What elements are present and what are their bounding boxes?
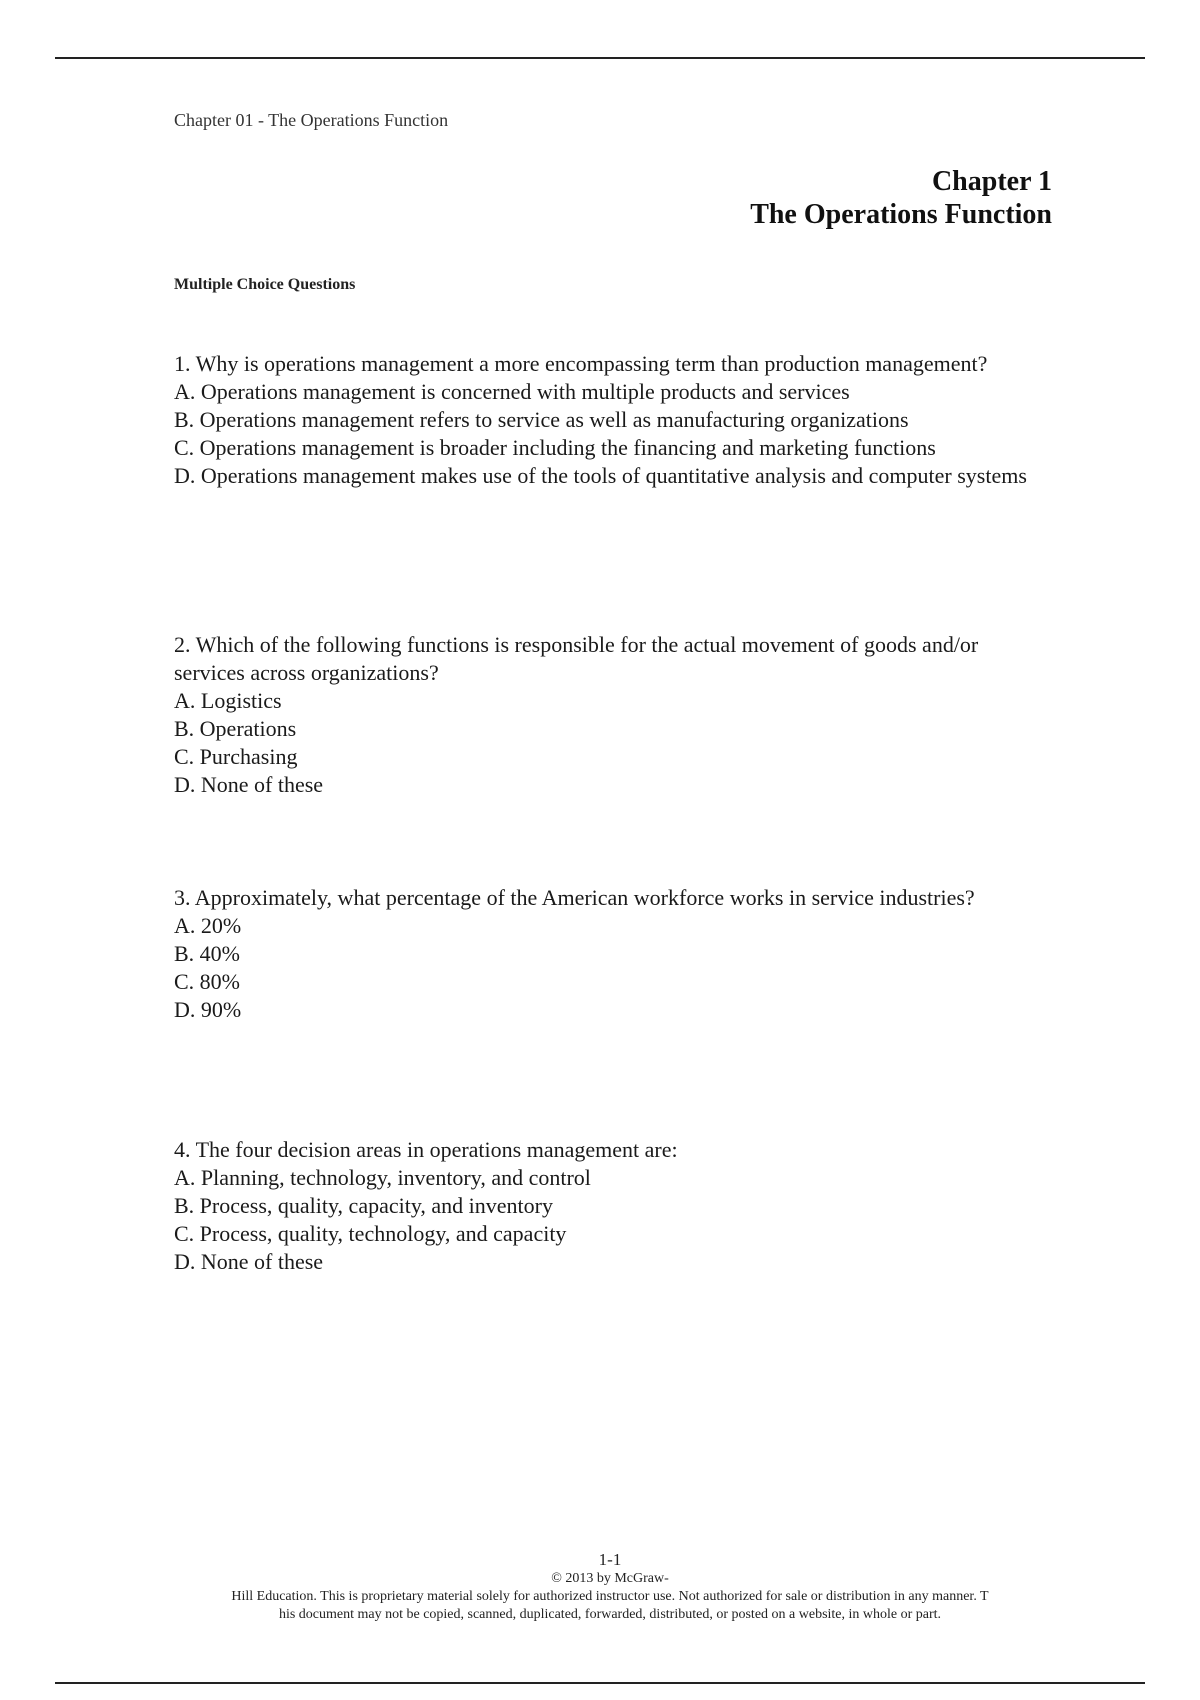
answer-option-d: D. Operations management makes use of the tools of quantitative analysis and computer systems bbox=[174, 463, 1027, 488]
question-stem: 3. Approximately, what percentage of the American workforce works in service industries? bbox=[174, 885, 975, 910]
answer-option-b: B. Process, quality, capacity, and inventory bbox=[174, 1193, 553, 1218]
answer-option-a: A. Operations management is concerned with multiple products and services bbox=[174, 379, 850, 404]
section-heading: Multiple Choice Questions bbox=[174, 276, 356, 293]
question-4 bbox=[174, 1136, 1054, 1276]
answer-option-a: A. Planning, technology, inventory, and control bbox=[174, 1165, 591, 1190]
top-rule bbox=[55, 57, 1145, 59]
question-stem: 1. Why is operations management a more encompassing term than production management? bbox=[174, 351, 988, 376]
chapter-name: The Operations Function bbox=[750, 199, 1052, 230]
chapter-title bbox=[750, 165, 1052, 231]
question-3 bbox=[174, 884, 1054, 1024]
answer-option-c: C. Operations management is broader including the financing and marketing functions bbox=[174, 435, 936, 460]
page-number: 1-1 bbox=[598, 1550, 622, 1569]
answer-option-d: D. None of these bbox=[174, 772, 324, 797]
copyright-line: Hill Education. This is proprietary material solely for authorized instructor use. Not authorized for sale or distribution in any manner. T bbox=[231, 1589, 989, 1604]
question-1 bbox=[174, 350, 1054, 490]
copyright-line: © 2013 by McGraw- bbox=[551, 1571, 669, 1586]
answer-option-b: B. Operations bbox=[174, 716, 297, 741]
answer-option-a: A. 20% bbox=[174, 913, 242, 938]
answer-option-b: B. Operations management refers to service as well as manufacturing organizations bbox=[174, 407, 909, 432]
question-2 bbox=[174, 631, 1054, 799]
answer-option-c: C. Process, quality, technology, and capacity bbox=[174, 1221, 567, 1246]
answer-option-c: C. 80% bbox=[174, 969, 240, 994]
running-header: Chapter 01 - The Operations Function bbox=[174, 110, 449, 130]
page-footer bbox=[170, 1550, 1050, 1624]
question-stem: 2. Which of the following functions is responsible for the actual movement of goods and/or services across organizations? bbox=[174, 632, 979, 685]
bottom-rule bbox=[55, 1682, 1145, 1684]
answer-option-a: A. Logistics bbox=[174, 688, 282, 713]
answer-option-b: B. 40% bbox=[174, 941, 240, 966]
copyright-line: his document may not be copied, scanned, duplicated, forwarded, distributed, or posted on a website, in whole or part. bbox=[278, 1607, 942, 1622]
answer-option-c: C. Purchasing bbox=[174, 744, 298, 769]
answer-option-d: D. 90% bbox=[174, 997, 242, 1022]
question-stem: 4. The four decision areas in operations management are: bbox=[174, 1137, 678, 1162]
chapter-number: Chapter 1 bbox=[931, 166, 1052, 197]
answer-option-d: D. None of these bbox=[174, 1249, 324, 1274]
